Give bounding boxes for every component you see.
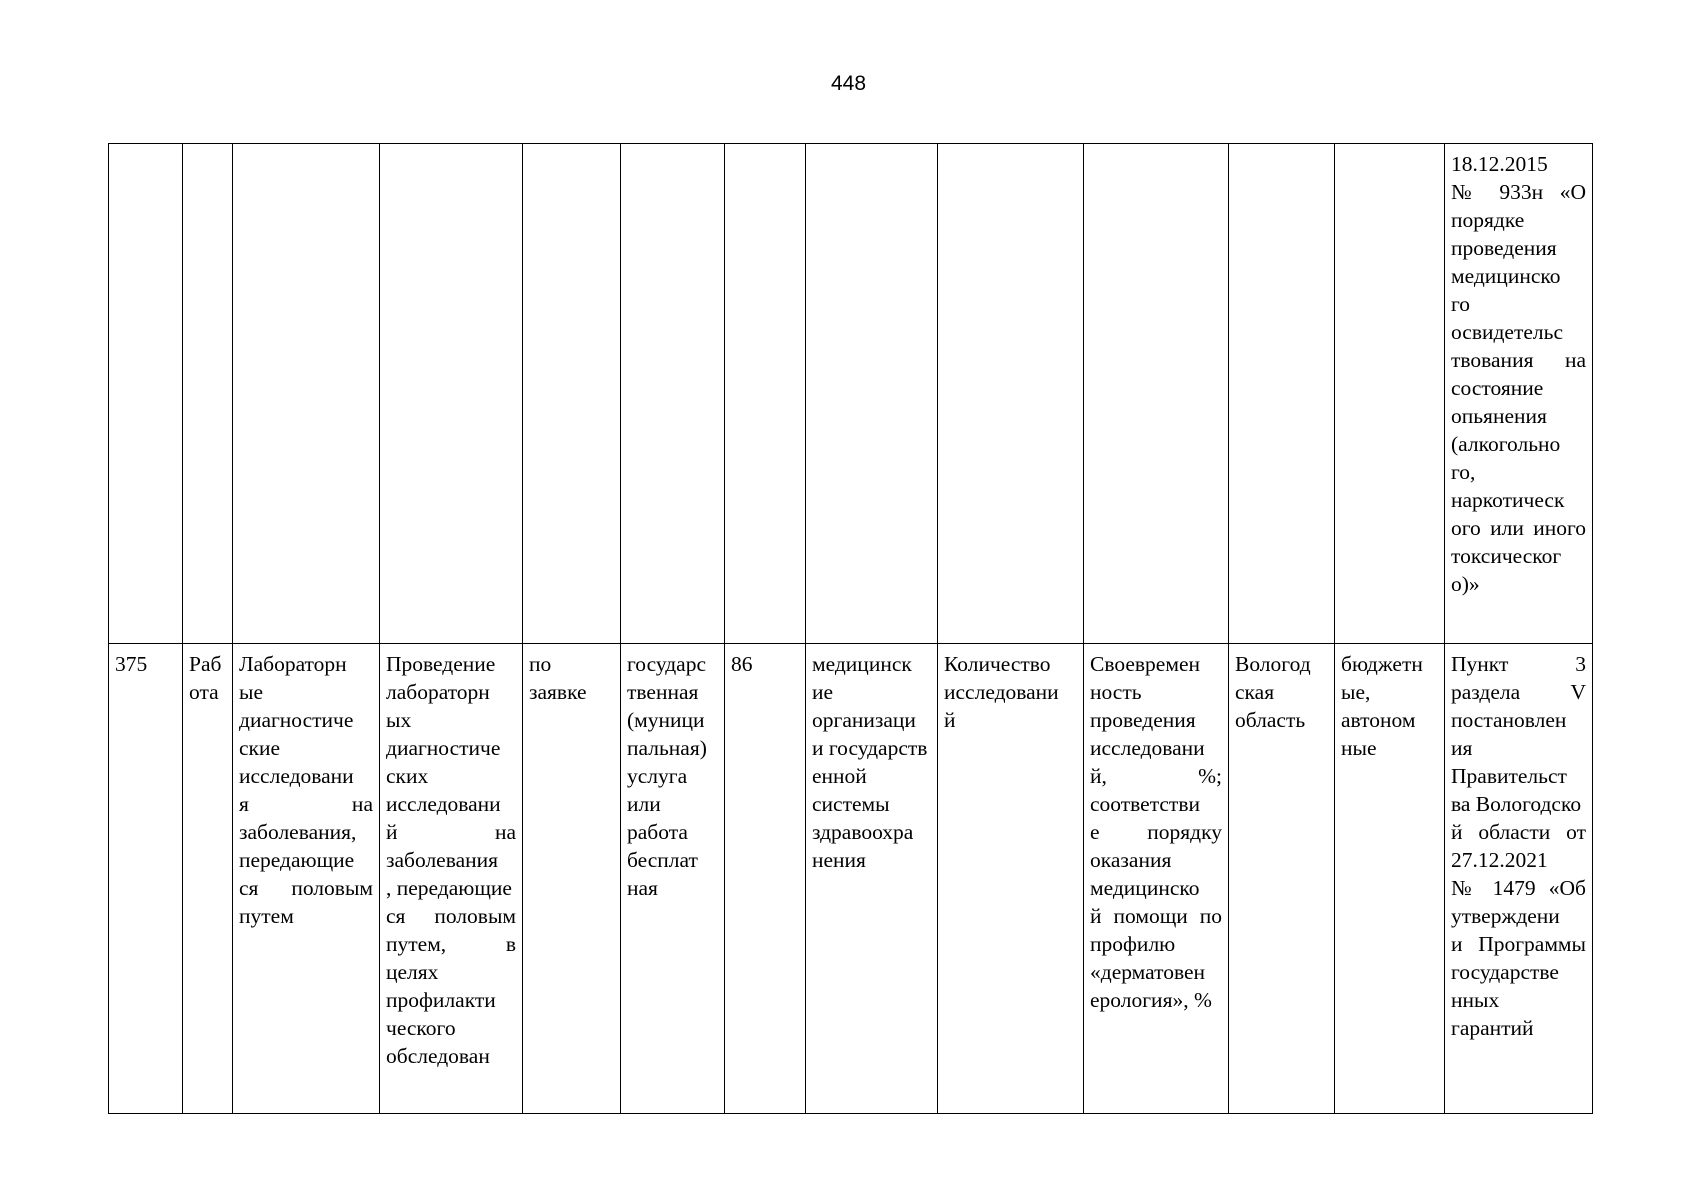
page-number: 448	[830, 72, 867, 95]
service-type-text: государс твенная (муници пальная) услуга или работа бесплат ная	[627, 652, 707, 900]
table-cell	[725, 144, 806, 644]
institution-type-cell	[1335, 644, 1445, 1114]
content-text: Проведение лабораторн ых диагностиче ских исследовани й на заболевания , передающие ся половым путем, в целях профилакти ческого обследован	[386, 652, 516, 1068]
name-text: Лабораторн ые диагностиче ские исследовани я на заболевания, передающие ся половым путем	[239, 652, 373, 928]
institution-type-text: бюджетн ые, автоном ные	[1341, 652, 1423, 760]
type-cell	[183, 644, 233, 1114]
legal-basis-continuation-text: 18.12.2015 № 933н «О порядке проведения медицинско го освидетельс твования на состояние опьянения (алкогольно го, наркотическ ого или иного токсическог о)»	[1451, 152, 1586, 596]
code-text: 86	[731, 652, 753, 676]
legal-basis-continuation-cell	[1445, 144, 1593, 644]
table-cell	[233, 144, 380, 644]
services-table	[108, 143, 1593, 1114]
condition-cell	[523, 644, 621, 1114]
condition-text: по заявке	[529, 652, 587, 704]
table-cell	[1335, 144, 1445, 644]
type-text: Раб ота	[189, 652, 222, 704]
code-cell	[725, 644, 806, 1114]
name-cell	[233, 644, 380, 1114]
service-type-cell	[621, 644, 725, 1114]
table-cell	[806, 144, 938, 644]
volume-text: Количество исследовани й	[944, 652, 1059, 732]
table-cell	[621, 144, 725, 644]
quality-cell	[1084, 644, 1229, 1114]
legal-basis-cell	[1445, 644, 1593, 1114]
consumers-text: медицинск ие организаци и государств енной системы здравоохра нения	[812, 652, 928, 872]
content-cell	[380, 644, 523, 1114]
table-cell	[183, 144, 233, 644]
table-row-375	[109, 644, 1593, 1114]
row-number: 375	[115, 652, 148, 676]
volume-cell	[938, 644, 1084, 1114]
region-cell	[1229, 644, 1335, 1114]
quality-text: Своевремен ность проведения исследовани й, %; соответстви е порядку оказания медицинско й помощи по профилю «дерматовен ерология», %	[1090, 652, 1222, 1012]
table-cell	[1229, 144, 1335, 644]
table-cell	[109, 144, 183, 644]
table-row-continuation	[109, 144, 1593, 644]
table-cell	[938, 144, 1084, 644]
table-cell	[1084, 144, 1229, 644]
region-text: Вологод ская область	[1235, 652, 1311, 732]
table-cell	[523, 144, 621, 644]
legal-basis-text: Пункт 3 раздела V постановлен ия Правительст ва Вологодско й области от 27.12.2021 № 1479 «Об утверждени и Программы государстве нных гарантий	[1451, 652, 1586, 1040]
table-cell	[380, 144, 523, 644]
consumers-cell	[806, 644, 938, 1114]
row-number-cell	[109, 644, 183, 1114]
